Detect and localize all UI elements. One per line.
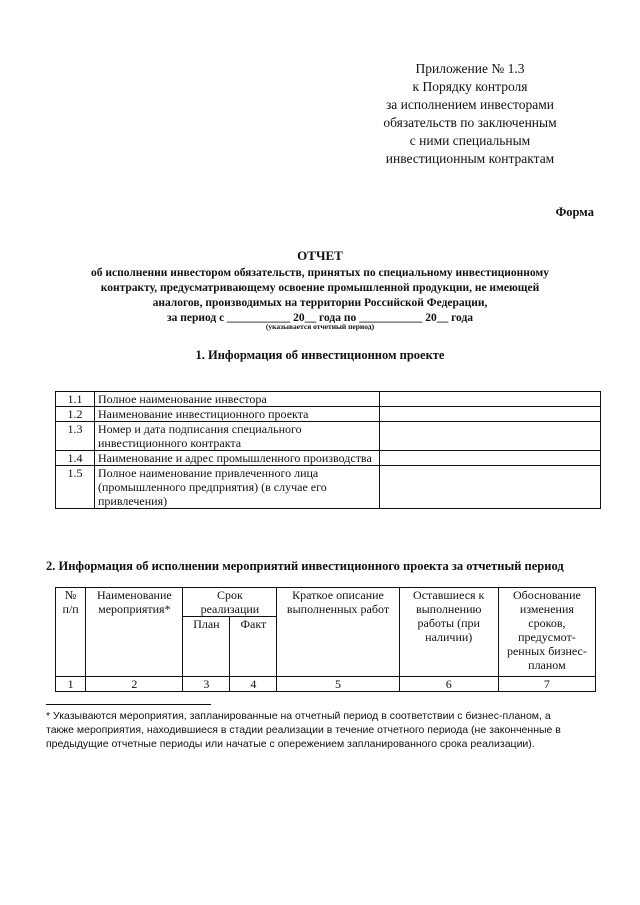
column-number: 4: [230, 677, 277, 692]
section2-heading: 2. Информация об исполнении мероприятий инвестиционного проекта за отчетный период: [46, 559, 564, 573]
footnote: [46, 709, 596, 751]
form-label: Форма: [555, 205, 594, 219]
document-title: ОТЧЕТ: [297, 248, 343, 263]
header-num: № п/п: [56, 588, 86, 677]
appendix-line: к Порядку контроля: [412, 79, 528, 94]
footnote-divider: [46, 704, 211, 705]
appendix-line: инвестиционным контрактам: [385, 151, 555, 166]
activities-table: [55, 587, 596, 692]
appendix-line: за исполнением инвесторами: [385, 97, 555, 112]
subtitle-line: контракту, предусматривающему освоение промышленной продукции, не имеющей: [100, 282, 540, 294]
section1-heading: 1. Информация об инвестиционном проекте: [195, 348, 445, 362]
column-number: 7: [498, 677, 595, 692]
row-number: 1.3: [56, 422, 95, 451]
row-number: 1.1: [56, 392, 95, 407]
table-row: [56, 392, 601, 407]
row-value-cell[interactable]: [380, 466, 601, 509]
appendix-line: с ними специальным: [409, 133, 531, 148]
table-row: [56, 451, 601, 466]
column-number: 6: [399, 677, 498, 692]
project-info-table: [55, 391, 601, 509]
table-header-row: [56, 588, 596, 617]
appendix-line: Приложение № 1.3: [415, 61, 525, 76]
header-reason: Обоснование изменения сроков, предусмот-ренных бизнес-планом: [498, 588, 595, 677]
header-plan: План: [183, 617, 230, 677]
row-number: 1.2: [56, 407, 95, 422]
header-remaining: Оставшиеся к выполнению работы (при наличии): [399, 588, 498, 677]
period-line: за период с ___________ 20__ года по ___________ 20__ года: [166, 312, 474, 324]
row-label: Наименование инвестиционного проекта: [95, 407, 380, 422]
subtitle-line: аналогов, производимых на территории Российской Федерации,: [152, 297, 488, 309]
appendix-block: [360, 60, 580, 168]
row-value-cell[interactable]: [380, 422, 601, 451]
header-fact: Факт: [230, 617, 277, 677]
column-number: 3: [183, 677, 230, 692]
row-label: Полное наименование привлеченного лица (промышленного предприятия) (в случае его привлечения): [95, 466, 380, 509]
header-name: Наименование мероприятия*: [86, 588, 183, 677]
header-desc: Краткое описание выполненных работ: [277, 588, 399, 677]
column-number: 5: [277, 677, 399, 692]
document-subtitle: [40, 266, 600, 326]
table-row: [56, 422, 601, 451]
row-value-cell[interactable]: [380, 407, 601, 422]
table-row: [56, 407, 601, 422]
column-number: 1: [56, 677, 86, 692]
column-number: 2: [86, 677, 183, 692]
table-row: [56, 677, 596, 692]
row-value-cell[interactable]: [380, 392, 601, 407]
footnote-line: предыдущие отчетные периоды или начатые с опережением запланированного срока реализации).: [46, 738, 535, 750]
period-hint: (указывается отчетный период): [265, 322, 375, 331]
footnote-line: * Указываются мероприятия, запланированные на отчетный период в соответствии с бизнес-планом, а: [46, 710, 551, 722]
row-label: Наименование и адрес промышленного производства: [95, 451, 380, 466]
table-row: [56, 466, 601, 509]
subtitle-line: об исполнении инвестором обязательств, принятых по специальному инвестиционному: [90, 267, 549, 279]
row-value-cell[interactable]: [380, 451, 601, 466]
row-number: 1.4: [56, 451, 95, 466]
row-label: Полное наименование инвестора: [95, 392, 380, 407]
row-label: Номер и дата подписания специального инвестиционного контракта: [95, 422, 380, 451]
header-term: Срок реализации: [183, 588, 277, 617]
footnote-line: также мероприятия, находившиеся в стадии реализации в течение отчетного периода (не законченные в: [46, 724, 561, 736]
row-number: 1.5: [56, 466, 95, 509]
appendix-line: обязательств по заключенным: [383, 115, 557, 130]
